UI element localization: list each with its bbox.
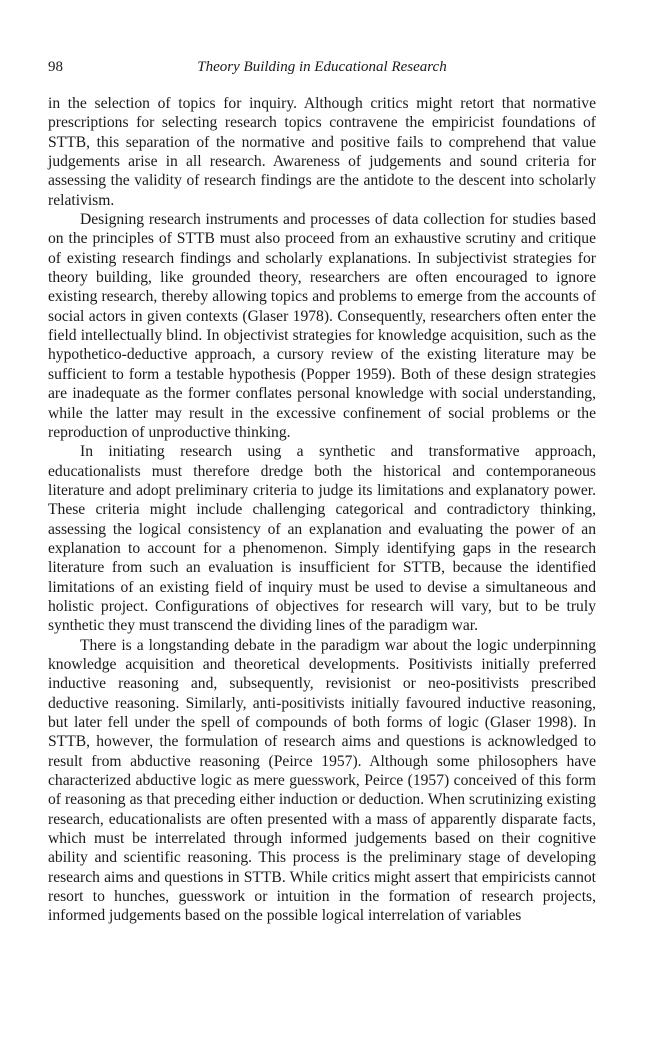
paragraph-continued: in the selection of topics for inquiry. Although critics might retort that normative prescriptions for selecting research topics contravene the empiricist foundations of STTB, this separation of the normative and positive fails to comprehend that value judgements arise in all research. Awareness of judgements and sound criteria for assessing the validity of research findings are the antidote to the descent into scholarly relativism. (48, 95, 596, 209)
paragraph-research-design: Designing research instruments and processes of data collection for studies based on the principles of STTB must also proceed from an exhaustive scrutiny and critique of existing research findings and scholarly explanations. In subjectivist strategies for theory building, like grounded theory, researchers are often encouraged to ignore existing research, thereby allowing topics and problems to emerge from the accounts of social actors in given contexts (Glaser 1978). Consequently, researchers often enter the field intellectually blind. In objectivist strategies for knowledge acquisition, such as the hypothetico-deductive approach, a cursory review of the existing literature may be sufficient to form a testable hypothesis (Popper 1959). Both of these design strategies are inadequate as the former conflates personal knowledge with social understanding, while the latter may result in the excessive confinement of social problems or the reproduction of unproductive thinking. (48, 211, 596, 441)
paragraph-synthetic-approach: In initiating research using a synthetic and transformative approach, educationalists must therefore dredge both the historical and contemporaneous literature and adopt preliminary criteria to judge its limitations and explanatory power. These criteria might include challenging categorical and contradictory thinking, assessing the logical consistency of an explanation and evaluating the power of an explanation to account for a phenomenon. Simply identifying gaps in the research literature from such an evaluation is insufficient for STTB, because the identified limitations of an existing field of inquiry must be used to devise a simultaneous and holistic project. Configurations of objectives for research will vary, but to be truly synthetic they must transcend the dividing lines of the paradigm war. (48, 443, 596, 635)
page-number: 98 (48, 59, 63, 75)
body-text (48, 94, 596, 926)
running-head (48, 56, 596, 78)
paragraph-abductive-reasoning: There is a longstanding debate in the paradigm war about the logic underpinning knowledge acquisition and theoretical developments. Positivists initially preferred inductive reasoning and, subsequently, revisionist or neo-positivists prescribed deductive reasoning. Similarly, anti-positivists initially favoured inductive reasoning, but later fell under the spell of compounds of both forms of logic (Glaser 1998). In STTB, however, the formulation of research aims and questions is acknowledged to result from abductive reasoning (Peirce 1957). Although some philosophers have characterized abductive logic as mere guesswork, Peirce (1957) conceived of this form of reasoning as that preceding either induction or deduction. When scrutinizing existing research, educationalists are often presented with a mass of apparently disparate facts, which must be interrelated through informed judgements based on their cognitive ability and scientific reasoning. This process is the preliminary stage of developing research aims and questions in STTB. While critics might assert that empiricists cannot resort to hunches, guesswork or intuition in the formation of research projects, informed judgements based on the possible logical interrelation of variables (48, 636, 596, 925)
running-title: Theory Building in Educational Research (197, 59, 447, 75)
